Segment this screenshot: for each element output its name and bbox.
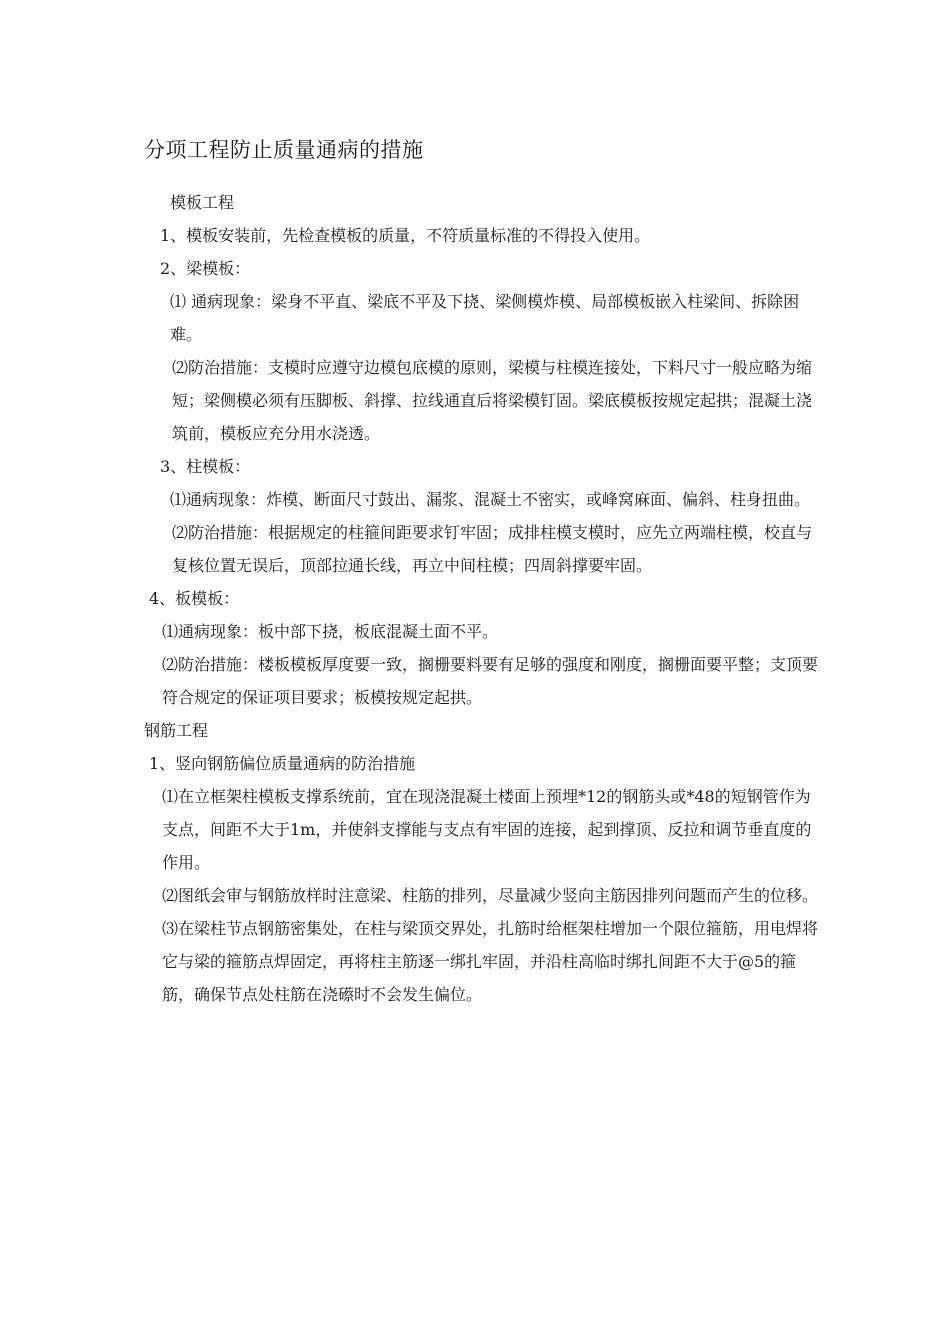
paragraph: ⑵图纸会审与钢筋放样时注意梁、柱筋的排列，尽量减少竖向主筋因排列问题而产生的位移。 [162, 886, 819, 905]
paragraph: ⑴通病现象：板中部下挠，板底混凝土面不平。 [162, 622, 499, 641]
paragraph: ⑵防治措施：楼板模板厚度要一致，搁栅要料要有足够的强度和刚度，搁栅面要平整；支顶要符合规定的保证项目要求；板模按规定起拱。 [162, 655, 819, 707]
paragraph: 1、模板安装前，先检查模板的质量，不符质量标准的不得投入使用。 [160, 226, 651, 245]
subsection-heading: 4、板模板： [149, 589, 240, 608]
document-body [144, 186, 820, 1011]
paragraph: ⑶在梁柱节点钢筋密集处，在柱与梁顶交界处，扎筋时给框架柱增加一个限位箍筋，用电焊将它与梁的箍筋点焊固定，再将柱主筋逐一绑扎牢固，并沿柱高临时绑扎间距不大于@5的箍筋，确保节点处柱筋在浇礤时不会发生偏位。 [162, 919, 819, 1004]
paragraph: ⑵防治措施：根据规定的柱箍间距要求钉牢固；成排柱模支模时，应先立两端柱模，校直与复核位置无误后，顶部拉通长线，再立中间柱模；四周斜撑要牢固。 [172, 523, 813, 575]
section-heading-formwork: 模板工程 [170, 193, 235, 212]
paragraph: ⑴通病现象：炸模、断面尺寸鼓出、漏浆、混凝土不密实，或峰窝麻面、偏斜、柱身扭曲。 [170, 490, 811, 509]
section-heading-rebar: 钢筋工程 [144, 721, 209, 740]
paragraph: ⑴在立框架柱模板支撑系统前，宜在现浇混凝土楼面上预埋*12的钢筋头或*48的短钢管作为支点，间距不大于1m，并使斜支撑能与支点有牢固的连接，起到撑顶、反拉和调节垂直度的作用。 [162, 787, 812, 872]
subsection-heading: 3、柱模板： [160, 457, 251, 476]
subsection-heading: 1、竖向钢筋偏位质量通病的防治措施 [149, 754, 416, 773]
paragraph: ⑴ 通病现象：梁身不平直、梁底不平及下挠、梁侧模炸模、局部模板嵌入柱梁间、拆除困难。 [170, 292, 800, 344]
document-title: 分项工程防止质量通病的措施 [144, 138, 424, 162]
subsection-heading: 2、梁模板： [160, 259, 251, 278]
paragraph: ⑵防治措施：支模时应遵守边模包底模的原则，梁模与柱模连接处，下料尺寸一般应略为缩短；梁侧模必须有压脚板、斜撑、拉线通直后将梁模钉固。梁底模板按规定起拱；混凝土浇筑前，模板应充分用水浇透。 [172, 358, 813, 443]
